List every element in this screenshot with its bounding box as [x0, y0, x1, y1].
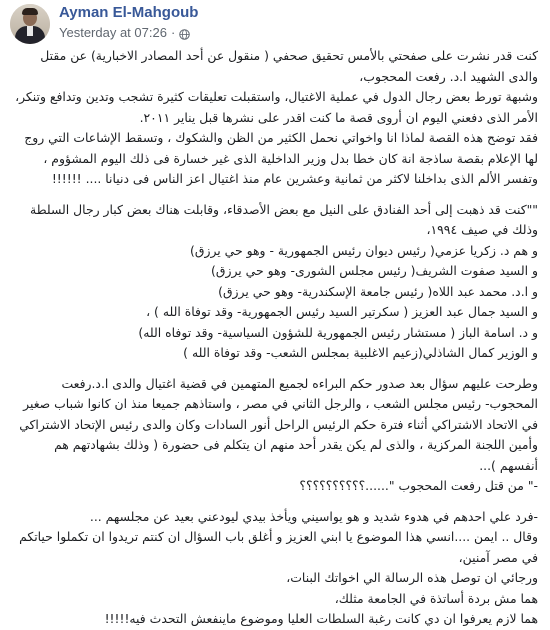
post-content: [12, 46, 538, 630]
closing-line: هما مش بردة أساتذة في الجامعة مثلك،: [334, 590, 538, 606]
closing-line: هما لازم يعرفوا ان دي كانت رغبة السلطات العليا وموضوع ماينفعش التحدث فيه!!!!!: [104, 611, 538, 626]
list-item: و د. اسامة الباز ( مستشار رئيس الجمهورية للشؤون السياسية- وقد توفاه الله): [138, 324, 538, 340]
closing-line: وقال .. ايمن ....انسي هذا الموضوع يا ابني العزيز و أغلق باب السؤال ان كنتم تريدوا ان تكملوا حياتكم في مصر آمنين،: [19, 529, 538, 565]
post-time-row: [59, 24, 198, 41]
post-timestamp[interactable]: Yesterday at 07:26: [59, 25, 167, 40]
paragraph-gap: [12, 497, 538, 507]
author-avatar[interactable]: [10, 4, 50, 44]
post-meta: [59, 4, 198, 41]
post-paragraph: وشبهة تورط بعض رجال الدول في عملية الاغتيال، واستقبلت تعليقات كثيرة تشجب وتدين وتدافع وتنكر، الأمر الذى دفعني اليوم ان أروى قصة ما كنت اقدر على نشرها قبل يناير ٢٠١١.: [15, 89, 538, 125]
story-question: -" من قتل رفعت المحجوب "......؟؟؟؟؟؟؟؟؟؟: [299, 478, 538, 493]
story-body: وطرحت عليهم سؤال بعد صدور حكم البراءه لجميع المتهمين في قضية اغتيال والدى ا.د.رفعت المحجوب- رئيس مجلس الشعب ، والرجل الثاني في مصر ، واستاذهم جميعا منذ ان كانوا شباب صغير في الاتحاد الاشتراكي أثناء فترة حكم الرئيس الراحل أنور السادات وكان والدى رئيس الإتحاد الاشتراكي وأمين اللجنة المركزية ، والذى لم يكن يقدر أحد منهم ان يتكلم فى حضورة ( وذلك بشهادتهم هم أنفسهم )...: [19, 375, 538, 473]
paragraph-gap: [12, 364, 538, 374]
post-paragraph: كنت قدر نشرت على صفحتي بالأمس تحقيق صحفي ( منقول عن أحد المصادر الاخبارية) عن مقتل والدى الشهيد ا.د. رفعت المحجوب،: [40, 48, 538, 84]
list-item: و السيد جمال عبد العزيز ( سكرتير السيد رئيس الجمهورية- وقد توفاة الله ) ،: [146, 304, 538, 319]
story-intro: ""كنت قد ذهبت إلى أحد الفنادق على النيل مع بعض الأصدقاء، وقابلت هناك بعض كبار رجال السلطة وذلك في صيف ١٩٩٤،: [30, 201, 538, 237]
globe-icon[interactable]: [179, 27, 190, 38]
list-item: و هم د. زكريا عزمي( رئيس ديوان رئيس الجمهورية - وهو حي يرزق): [190, 242, 538, 258]
post-header: [10, 4, 198, 44]
list-item: و الوزير كمال الشاذلي(زعيم الاغلبية بمجلس الشعب- وقد توفاة الله ): [183, 345, 538, 360]
list-item: و السيد صفوت الشريف( رئيس مجلس الشورى- وهو حي يرزق): [211, 263, 538, 278]
closing-line: ورجائي ان توصل هذه الرسالة الي اخواتك البنات،: [286, 570, 538, 585]
closing-line: -فرد علي احدهم في هدوء شديد و هو يواسيني ويأخذ بيدي ليودعني بعيد عن مجلسهم ...: [89, 508, 538, 524]
separator-dot: ·: [170, 25, 176, 40]
author-name[interactable]: Ayman El-Mahgoub: [59, 4, 199, 21]
list-item: و ا.د. محمد عبد اللاه( رئيس جامعة الإسكندرية- وهو حي يرزق): [218, 283, 538, 299]
people-list: [12, 241, 538, 364]
post-paragraph: فقد توضح هذه القصة لماذا انا واخواتي نحمل الكثير من الظن والشكوك ، وتسقط الإشاعات التي روج لها الإعلام بقصة ساذجة انة كان خطا بدل وزير الداخلية الذى غير خسارة فى ذلك اليوم المشؤوم ، وتفسر الألم الذى بداخلنا لاكثر من ثمانية وعشرين عام منذ اغتيال اعز الناس فى دنيانا .... !!!!!!: [24, 130, 538, 186]
paragraph-gap: [12, 190, 538, 200]
